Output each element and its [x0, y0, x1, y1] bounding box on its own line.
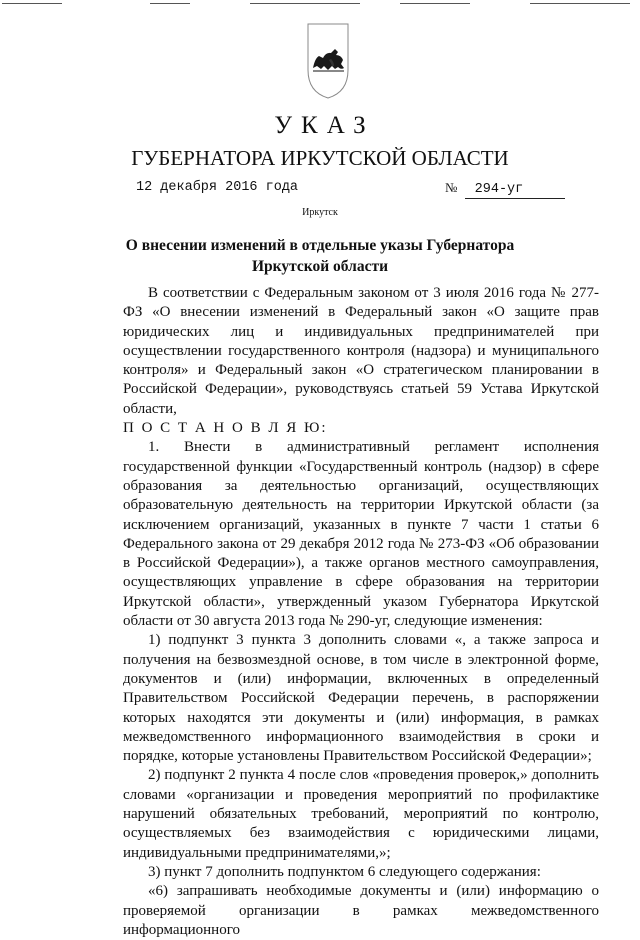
body-paragraph: 2) подпункт 2 пункта 4 после слов «проведения проверок,» дополнить словами «организации и проведения мероприятий по профилактике нарушений обязательных требований, мероприятий по контролю, осуществляемых без взаимодействия с юридическими лицами, индивидуальными предпринимателями,»; — [123, 767, 599, 861]
scan-edge-line — [250, 3, 360, 4]
issue-city: Иркутск — [302, 207, 338, 218]
number-sign: № — [445, 180, 458, 195]
decree-heading: УКАЗ — [274, 112, 375, 139]
document-body — [123, 284, 599, 940]
issuing-authority: ГУБЕРНАТОРА ИРКУТСКОЙ ОБЛАСТИ — [131, 146, 509, 170]
body-paragraph: 1) подпункт 3 пункта 3 дополнить словами «, а также запроса и получения на безвозмездной основе, в том числе в электронной форме, документов и (или) информации, включенных в определенный Правительством Российской Федерации перечень, в распоряжении которых находятся эти документы и (или) информация, в рамках межведомственного информационного взаимодействия в сроки и порядке, которые установлены Правительством Российской Федерации»; — [123, 632, 599, 765]
body-paragraph: 1. Внести в административный регламент исполнения государственной функции «Государственный контроль (надзор) в сфере образования за деятельностью организаций, осуществляющих образовательную деятельность на территории Иркутской области (за исключением организаций, указанных в пункте 7 части 1 статьи 6 Федерального закона от 29 декабря 2012 года № 273-ФЗ «Об образовании в Российской Федерации»), а также органов местного самоуправления, осуществляющих управление в сфере образования на территории Иркутской области», утвержденный указом Губернатора Иркутской области от 30 августа 2013 года № 290-уг, следующие изменения: — [123, 439, 599, 630]
scan-edge-line — [530, 3, 630, 4]
preamble-paragraph: В соответствии с Федеральным законом от 3 июля 2016 года № 277-ФЗ «О внесении изменений в Федеральный закон «О защите прав юридических лиц и индивидуальных предпринимателей при осуществлении государственного контроля (надзора) и муниципального контроля» и Федеральный закон «О стратегическом планировании в Российской Федерации», руководствуясь статьей 59 Устава Иркутской области, — [123, 285, 599, 417]
decree-number-block — [445, 180, 565, 199]
document-title-line: О внесении изменений в отдельные указы Губернатора — [125, 237, 515, 254]
decree-date: 12 декабря 2016 года — [136, 180, 299, 195]
irkutsk-coat-of-arms-icon — [305, 22, 351, 100]
document-title-line: Иркутской области — [251, 258, 389, 275]
scan-edge-line — [2, 3, 62, 4]
scan-edge-line — [150, 3, 190, 4]
document-title — [120, 235, 520, 277]
decree-number: 294-уг — [465, 182, 565, 199]
decree-word: П О С Т А Н О В Л Я Ю: — [123, 420, 328, 437]
body-paragraph: «6) запрашивать необходимые документы и (или) информацию о проверяемой организации в рамках межведомственного информационного — [123, 883, 599, 938]
scan-edge-line — [400, 3, 470, 4]
body-paragraph: 3) пункт 7 дополнить подпунктом 6 следующего содержания: — [148, 863, 541, 880]
